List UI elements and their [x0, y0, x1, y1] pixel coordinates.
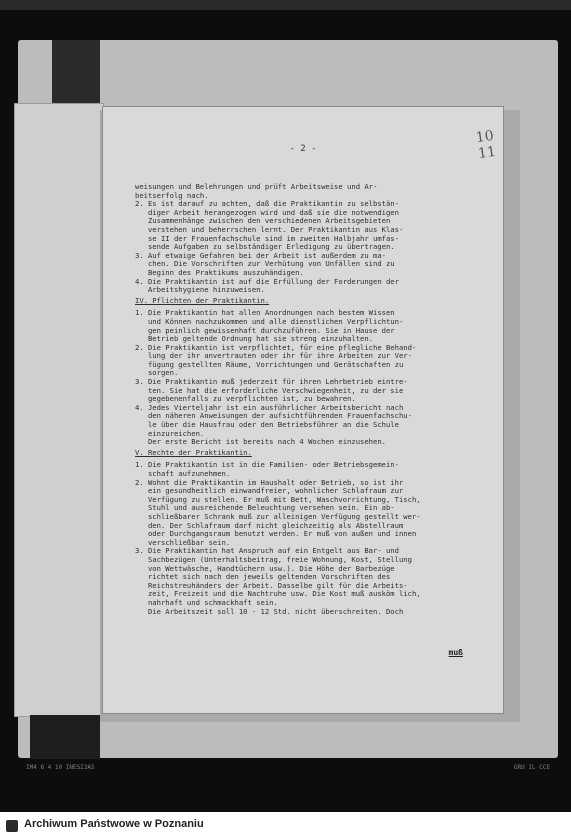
- document-page: [102, 106, 504, 714]
- text-line: den. Der Schlafraum darf nicht gleichzeitig als Abstellraum: [135, 520, 404, 530]
- text-line: se II der Frauenfachschule sind im zweiten Halbjahr umfas-: [135, 233, 399, 243]
- text-line: Reichstreuhänders der Arbeit. Dasselbe gilt für die Arbeits-: [135, 580, 408, 590]
- text-line: 1. Die Praktikantin hat allen Anordnungen nach bestem Wissen: [135, 308, 395, 318]
- text-line: einzureichen.: [135, 428, 205, 438]
- text-line: schaft aufzunehmen.: [135, 469, 231, 478]
- scan-label-left: IM4 6 4 10 INESI3A5: [26, 764, 95, 771]
- text-line: 4. Jedes Vierteljahr ist ein ausführlicher Arbeitsbericht nach: [135, 402, 404, 412]
- pencil-mark: 11: [477, 143, 498, 163]
- text-line: verschließbar sein.: [135, 537, 231, 547]
- text-line: 1. Die Praktikantin ist in die Familien- oder Betriebsgemein-: [135, 460, 399, 470]
- text-line: Beginn des Praktikums auszuhändigen.: [135, 267, 304, 277]
- pencil-mark: 10: [475, 127, 495, 147]
- text-line: le über die Hausfrau oder den Betriebsführer an die Schule: [135, 420, 399, 430]
- text-line: ten. Sie hat die erforderliche Verschwiegenheit, zu der sie: [135, 385, 404, 395]
- text-line: sende Aufgaben zu selbständiger Erledigung zu übertragen.: [135, 242, 395, 252]
- text-line: 3. Auf etwaige Gefahren bei der Arbeit ist außerdem zu ma-: [135, 250, 386, 260]
- text-line: richtet sich nach den jeweils geltenden Vorschriften des: [135, 572, 391, 582]
- scan-label-right: GRU IL CCE: [513, 764, 550, 771]
- section-heading: IV. Pflichten der Praktikantin.: [135, 295, 270, 305]
- text-line: und Können nachzukommen und alle dienstlichen Verpflichtun-: [135, 316, 404, 326]
- text-line: Betrieb geltende Ordnung hat sie streng einzuhalten.: [135, 334, 373, 344]
- text-line: nahrhaft und schmackhaft sein.: [135, 597, 278, 607]
- left-sheet: [14, 103, 104, 717]
- text-line: ein gesundheitlich einwandfreier, wohnlicher Schlafraum zur: [135, 486, 404, 496]
- archive-logo-icon: [6, 820, 18, 832]
- text-line: 3. Die Praktikantin hat Anspruch auf ein Entgelt aus Bar- und: [135, 546, 399, 556]
- text-line: 2. Es ist darauf zu achten, daß die Praktikantin zu selbstän-: [135, 199, 399, 209]
- text-line: gen peinlich gewissenhaft durchzuführen. Sie in Hause der: [135, 325, 395, 335]
- text-line: 2. Die Praktikantin ist verpflichtet, für eine pflegliche Behand-: [135, 342, 417, 352]
- text-line: sorgen.: [135, 368, 179, 378]
- page-number: - 2 -: [289, 144, 317, 154]
- text-line: den näheren Anweisungen der aufsichtführenden Frauenfachschu-: [135, 411, 412, 421]
- binding-strip-bottom: [30, 715, 100, 759]
- text-line: Zusammenhänge zwischen den verschiedenen Arbeitsgebieten: [135, 216, 391, 226]
- text-line: Stuhl und ausreichende Beleuchtung versehen sein. Ein ab-: [135, 503, 395, 513]
- text-line: diger Arbeit herangezogen wird und daß sie die notwendigen: [135, 207, 399, 217]
- text-line: oder Durchgangsraum benutzt werden. Er muß von außen und innen: [135, 529, 417, 539]
- text-line: schließbarer Schrank muß zur alleinigen Verfügung gestellt wer-: [135, 511, 421, 521]
- text-line: lung der ihr anvertrauten oder ihr für ihre Arbeiten zur Ver-: [135, 351, 412, 361]
- text-line: beitserfolg nach.: [135, 190, 209, 200]
- catchword: muß: [448, 648, 463, 657]
- text-line: fügung gestellten Räume, Vorrichtungen und Gerätschaften zu: [135, 359, 404, 369]
- section-heading: V. Rechte der Praktikantin.: [135, 447, 252, 457]
- text-line: 4. Die Praktikantin ist auf die Erfüllung der Forderungen der: [135, 276, 399, 286]
- text-line: Sachbezügen (Unterhaltsbeitrag, freie Wohnung, Kost, Stellung: [135, 554, 412, 564]
- text-line: weisungen und Belehrungen und prüft Arbeitsweise und Ar-: [135, 182, 378, 191]
- text-line: von Wettwäsche, Handtüchern usw.). Die Höhe der Barbezüge: [135, 563, 395, 573]
- archive-footer: [0, 812, 571, 840]
- text-line: Verfügung zu stellen. Er muß mit Bett, Waschvorrichtung, Tisch,: [135, 494, 421, 504]
- text-line: gegebenenfalls zu verpflichten ist, zu bewahren.: [135, 394, 356, 404]
- text-line: verstehen und beherrschen lernt. Der Praktikantin aus Klas-: [135, 224, 404, 234]
- text-line: Der erste Bericht ist bereits nach 4 Wochen einzusehen.: [135, 437, 386, 447]
- text-line: 2. Wohnt die Praktikantin im Haushalt oder Betrieb, so ist ihr: [135, 477, 404, 487]
- text-line: Die Arbeitszeit soll 10 - 12 Std. nicht überschreiten. Doch: [135, 606, 404, 616]
- archive-name: Archiwum Państwowe w Poznaniu: [24, 818, 204, 830]
- scan-top-band: [0, 0, 571, 10]
- binding-strip: [52, 40, 100, 106]
- scan-bottom-band: [18, 758, 558, 782]
- text-line: chen. Die Vorschriften zur Verhütung von Unfällen sind zu: [135, 259, 395, 269]
- document-body: [135, 183, 495, 616]
- text-line: Arbeitshygiene hinzuweisen.: [135, 285, 265, 295]
- text-line: zeit, Freizeit und die Nachtruhe usw. Die Kost muß ausköm lich,: [135, 589, 421, 599]
- text-line: 3. Die Praktikantin muß jederzeit für ihren Lehrbetrieb eintre-: [135, 377, 408, 387]
